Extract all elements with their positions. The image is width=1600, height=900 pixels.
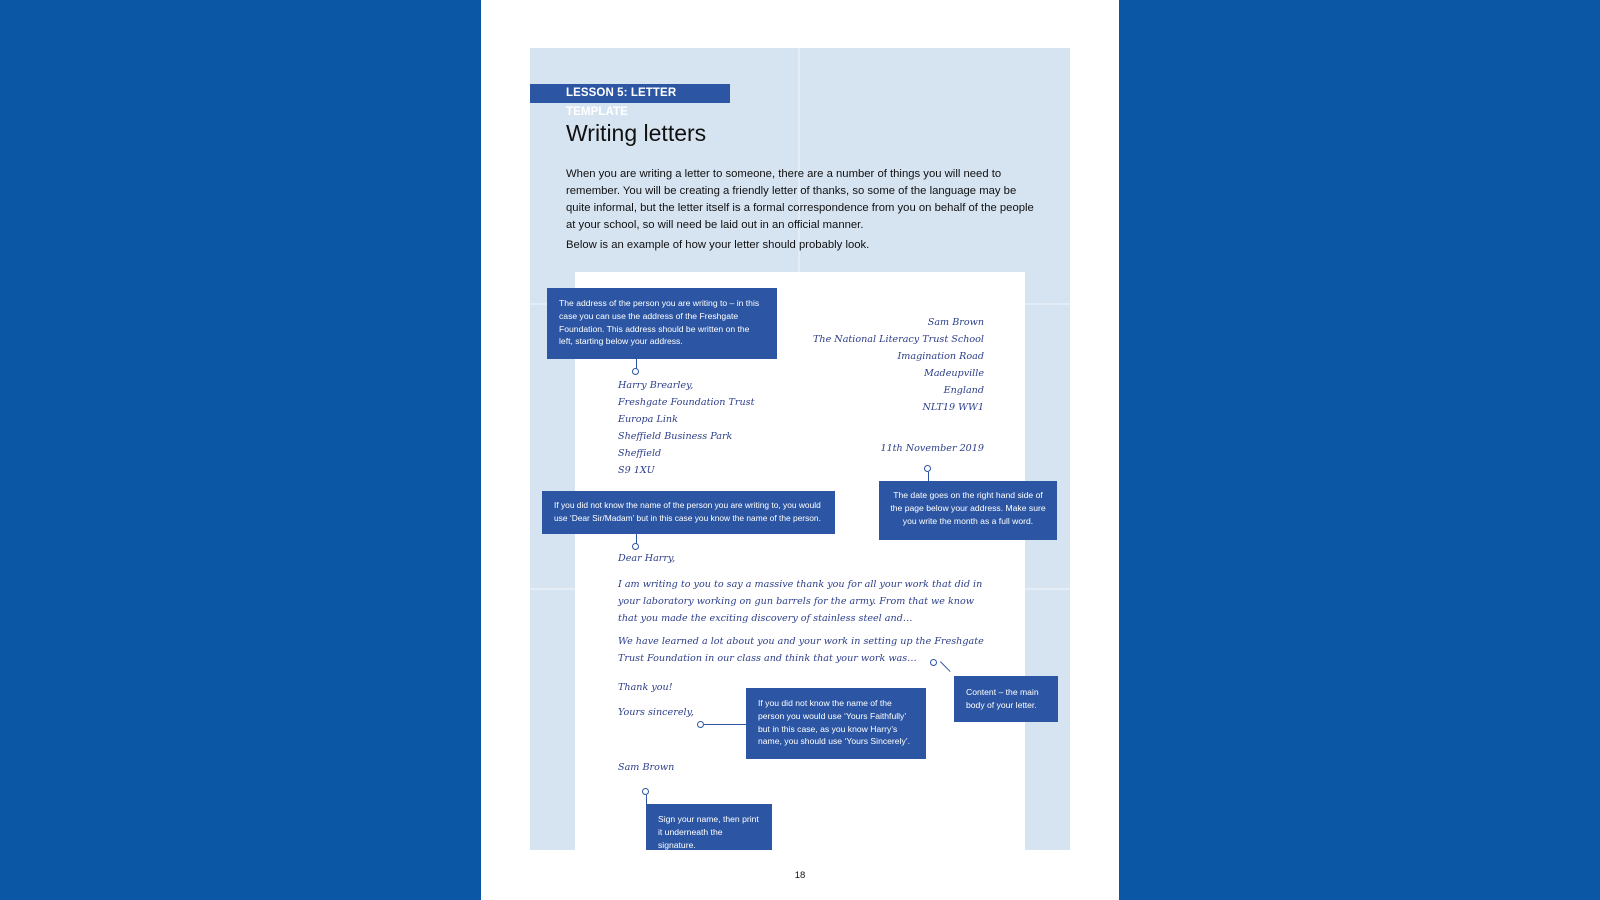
recipient-address-line: Sheffield bbox=[618, 448, 662, 459]
callout-connector bbox=[928, 472, 929, 481]
intro-paragraph: When you are writing a letter to someone, there are a number of things you will need to remember. You will be creating a friendly letter of thanks, so some of the language may be quite informal, but the letter itself is a formal correspondence from you on behalf of the people at your school, so will need be laid out in an official manner. bbox=[566, 168, 1034, 231]
letter-date: 11th November 2019 bbox=[880, 443, 984, 454]
sign-off-note bbox=[746, 688, 926, 759]
sign-off-note-text: If you did not know the name of the person you would use ‘Yours Faithfully’ but in this case, as you know Harry’s name, you should use ‘Yours Sincerely’. bbox=[758, 698, 911, 747]
letter-signature: Sam Brown bbox=[618, 762, 675, 773]
sender-address bbox=[813, 314, 984, 416]
callout-dot bbox=[930, 659, 937, 666]
sender-address-line: Sam Brown bbox=[927, 317, 984, 328]
sender-address-line: England bbox=[943, 385, 984, 396]
callout-connector bbox=[646, 795, 647, 804]
salutation-note-text: If you did not know the name of the person you are writing to, you would use ‘Dear Sir/Madam’ but in this case you know the name of the person. bbox=[554, 500, 821, 523]
salutation-note bbox=[542, 491, 835, 534]
content-note-text: Content – the main body of your letter. bbox=[966, 687, 1039, 710]
address-note bbox=[547, 288, 777, 359]
page-number: 18 bbox=[794, 870, 806, 881]
letter-salutation: Dear Harry, bbox=[618, 553, 676, 564]
callout-dot bbox=[697, 721, 704, 728]
recipient-address-line: Sheffield Business Park bbox=[618, 431, 733, 442]
page-title: Writing letters bbox=[566, 120, 707, 146]
sender-address-line: Madeupville bbox=[924, 368, 984, 379]
callout-dot bbox=[924, 465, 931, 472]
callout-connector bbox=[704, 724, 746, 725]
recipient-address-line: Harry Brearley, bbox=[618, 380, 694, 391]
date-note-text: The date goes on the right hand side of the page below your address. Make sure you write the month as a full word. bbox=[890, 490, 1046, 526]
signature-note bbox=[646, 804, 772, 850]
sender-address-line: NLT19 WW1 bbox=[922, 402, 984, 413]
sender-address-line: The National Literacy Trust School bbox=[813, 334, 984, 345]
letter-body-paragraph: I am writing to you to say a massive thank you for all your work that did in your laboratory working on gun barrels for the army. From that we know that you made the exciting discovery of stainless steel and… bbox=[618, 579, 983, 624]
content-note bbox=[954, 676, 1058, 722]
recipient-address-line: Europa Link bbox=[618, 414, 678, 425]
signature-note-text: Sign your name, then print it underneath the signature. bbox=[658, 814, 759, 850]
recipient-address bbox=[618, 377, 754, 479]
recipient-address-line: Freshgate Foundation Trust bbox=[618, 397, 755, 408]
address-note-text: The address of the person you are writing to – in this case you can use the address of the Freshgate Foundation. This address should be written on the left, starting below your address. bbox=[559, 298, 760, 347]
recipient-address-line: S9 1XU bbox=[618, 465, 655, 476]
callout-dot bbox=[632, 543, 639, 550]
callout-dot bbox=[632, 368, 639, 375]
callout-dot bbox=[642, 788, 649, 795]
document-page bbox=[481, 0, 1119, 900]
example-paragraph: Below is an example of how your letter should probably look. bbox=[566, 239, 870, 251]
sender-address-line: Imagination Road bbox=[897, 351, 984, 362]
lesson-tag: LESSON 5: LETTER TEMPLATE bbox=[530, 84, 730, 103]
worksheet-panel bbox=[530, 48, 1070, 850]
letter-closing: Yours sincerely, bbox=[618, 707, 694, 718]
letter-body-paragraph: We have learned a lot about you and your work in setting up the Freshgate Trust Foundation in our class and think that your work was… bbox=[618, 636, 984, 664]
date-note bbox=[879, 481, 1057, 540]
letter-thanks: Thank you! bbox=[618, 682, 673, 693]
